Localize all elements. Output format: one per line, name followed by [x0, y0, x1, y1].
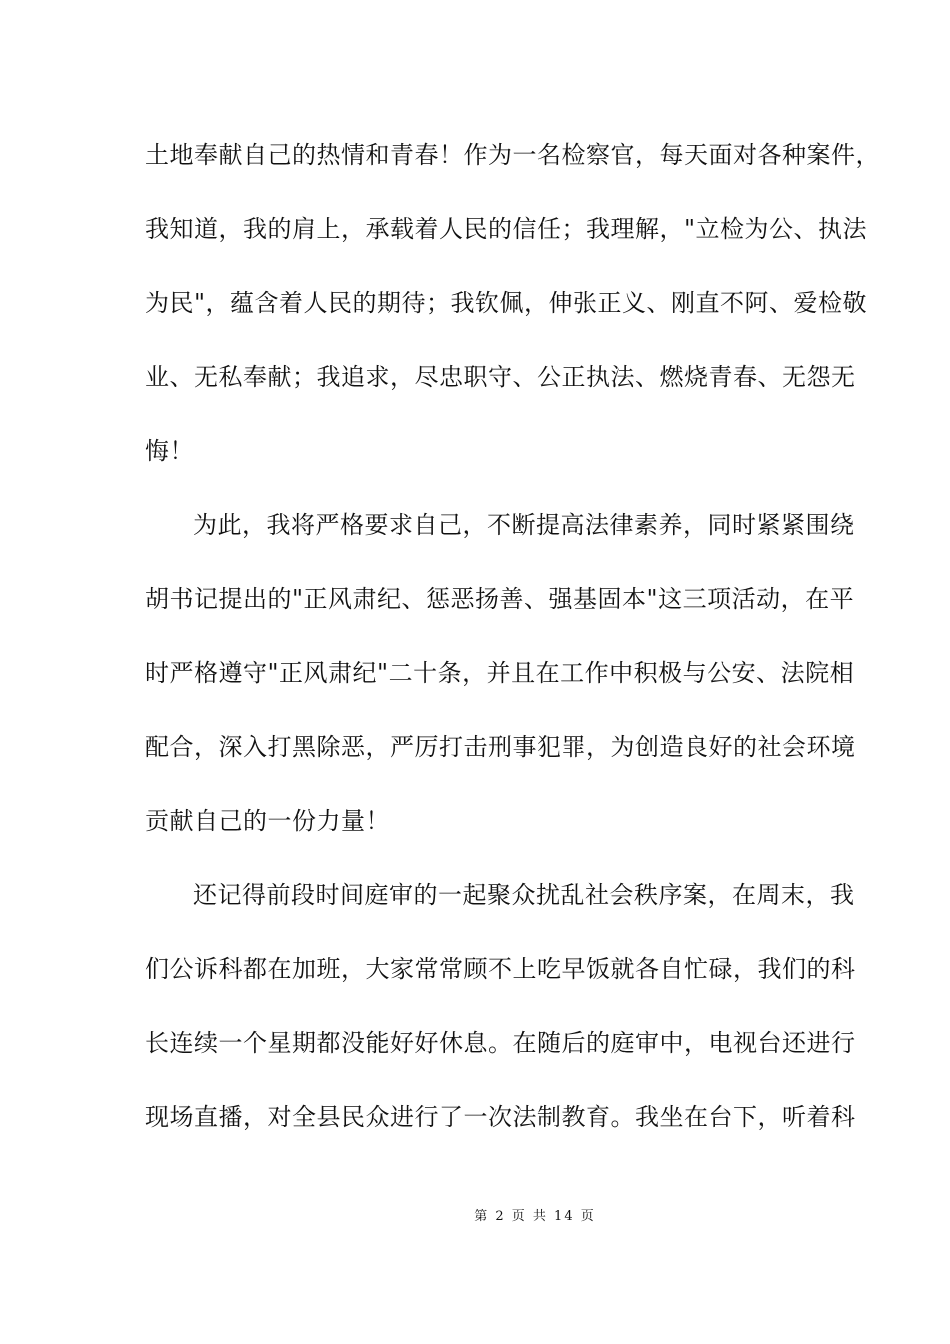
text-line: 业、无私奉献；我追求，尽忠职守、公正执法、燃烧青春、无怨无 — [145, 363, 856, 391]
paragraph-first-line: 为此，我将严格要求自己，不断提高法律素养，同时紧紧围绕 — [193, 511, 855, 539]
text-line: 长连续一个星期都没能好好休息。在随后的庭审中，电视台还进行 — [145, 1029, 856, 1057]
text-line: 配合，深入打黑除恶，严厉打击刑事犯罪，为创造良好的社会环境 — [145, 733, 856, 761]
text-line: 我知道，我的肩上，承载着人民的信任；我理解，"立检为公、执法 — [145, 215, 868, 243]
text-line: 时严格遵守"正风肃纪"二十条，并且在工作中积极与公安、法院相 — [145, 659, 855, 687]
text-line: 贡献自己的一份力量！ — [145, 807, 390, 835]
text-line: 们公诉科都在加班，大家常常顾不上吃早饭就各自忙碌，我们的科 — [145, 955, 856, 983]
page-number: 第 2 页 共 14 页 — [474, 1209, 596, 1224]
text-line: 悔！ — [145, 437, 194, 465]
text-line: 胡书记提出的"正风肃纪、惩恶扬善、强基固本"这三项活动，在平 — [145, 585, 855, 613]
text-line: 现场直播，对全县民众进行了一次法制教育。我坐在台下，听着科 — [145, 1103, 856, 1131]
text-line: 土地奉献自己的热情和青春！作为一名检察官，每天面对各种案件， — [145, 141, 880, 169]
paragraph-first-line: 还记得前段时间庭审的一起聚众扰乱社会秩序案，在周末，我 — [193, 881, 855, 909]
text-line: 为民"，蕴含着人民的期待；我钦佩，伸张正义、刚直不阿、爱检敬 — [145, 289, 868, 317]
